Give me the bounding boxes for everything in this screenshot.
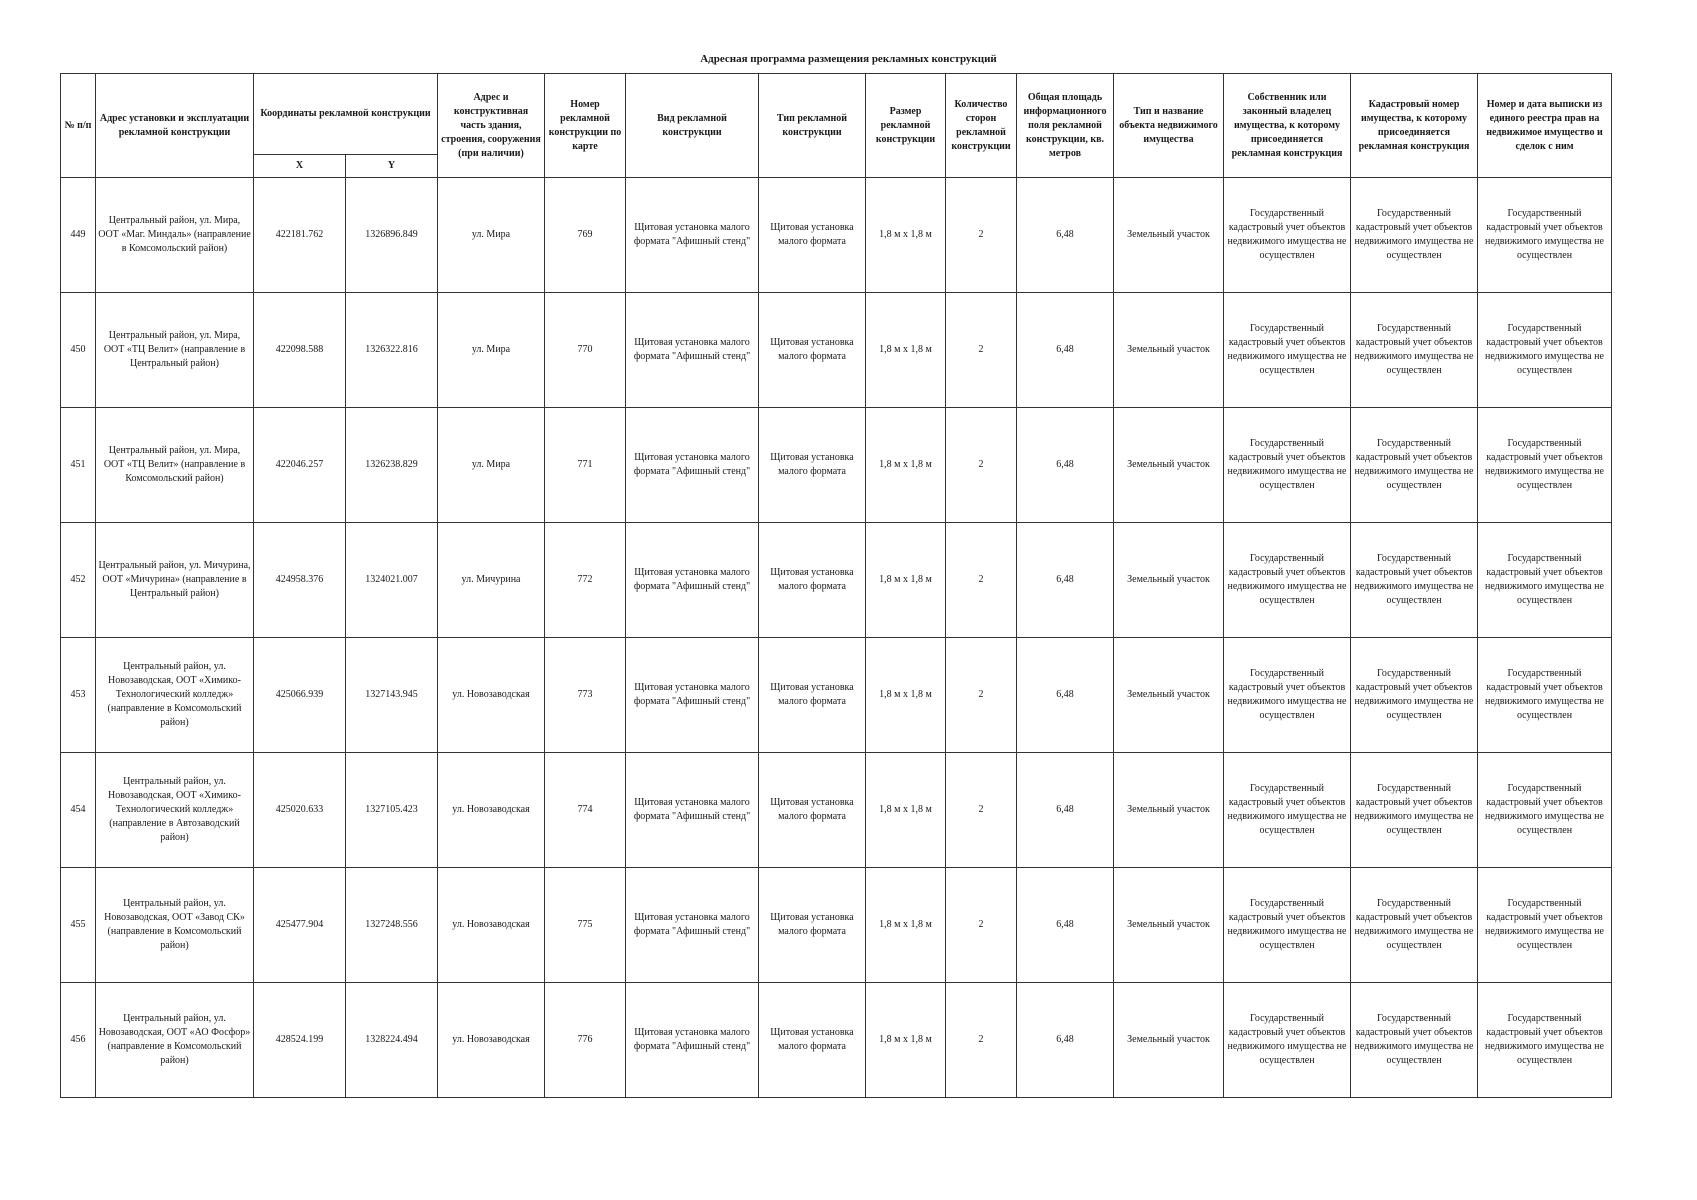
cell-area: 6,48 [1017,293,1114,408]
cell-address: Центральный район, ул. Мира, ООТ «ТЦ Велит» (направление в Центральный район) [96,293,254,408]
header-owner: Собственник или законный владелец имущества, к которому присоединяется рекламная конструкция [1224,74,1351,178]
cell-kind: Щитовая установка малого формата "Афишный стенд" [626,408,759,523]
cell-type: Щитовая установка малого формата [759,523,866,638]
cell-owner: Государственный кадастровый учет объектов недвижимого имущества не осуществлен [1224,983,1351,1098]
cell-registry: Государственный кадастровый учет объектов недвижимого имущества не осуществлен [1478,868,1612,983]
cell-address: Центральный район, ул. Новозаводская, ООТ «Химико-Технологический колледж» (направление в Автозаводский район) [96,753,254,868]
cell-type: Щитовая установка малого формата [759,638,866,753]
cell-map-number: 773 [545,638,626,753]
cell-area: 6,48 [1017,638,1114,753]
header-area: Общая площадь информационного поля рекламной конструкции, кв. метров [1017,74,1114,178]
cell-x: 425477.904 [254,868,346,983]
cell-sides: 2 [946,523,1017,638]
cell-owner: Государственный кадастровый учет объектов недвижимого имущества не осуществлен [1224,753,1351,868]
cell-registry: Государственный кадастровый учет объектов недвижимого имущества не осуществлен [1478,523,1612,638]
cell-building: ул. Мира [438,178,545,293]
cell-size: 1,8 м х 1,8 м [866,753,946,868]
cell-cadastral: Государственный кадастровый учет объектов недвижимого имущества не осуществлен [1351,983,1478,1098]
table-row [61,868,1612,983]
cell-map-number: 776 [545,983,626,1098]
cell-building: ул. Мира [438,293,545,408]
cell-sides: 2 [946,178,1017,293]
page-title: Адресная программа размещения рекламных конструкций [700,53,997,65]
table-row [61,753,1612,868]
cell-area: 6,48 [1017,868,1114,983]
header-building-address: Адрес и конструктивная часть здания, строения, сооружения (при наличии) [438,74,545,178]
header-x: X [254,155,346,178]
cell-type: Щитовая установка малого формата [759,408,866,523]
cell-kind: Щитовая установка малого формата "Афишный стенд" [626,178,759,293]
cell-sides: 2 [946,753,1017,868]
cell-x: 422046.257 [254,408,346,523]
cell-area: 6,48 [1017,983,1114,1098]
header-property: Тип и название объекта недвижимого имущества [1114,74,1224,178]
cell-cadastral: Государственный кадастровый учет объектов недвижимого имущества не осуществлен [1351,293,1478,408]
cell-num: 452 [61,523,96,638]
cell-kind: Щитовая установка малого формата "Афишный стенд" [626,753,759,868]
cell-area: 6,48 [1017,753,1114,868]
cell-x: 425020.633 [254,753,346,868]
cell-registry: Государственный кадастровый учет объектов недвижимого имущества не осуществлен [1478,293,1612,408]
cell-kind: Щитовая установка малого формата "Афишный стенд" [626,293,759,408]
table-row [61,293,1612,408]
cell-property: Земельный участок [1114,868,1224,983]
cell-type: Щитовая установка малого формата [759,983,866,1098]
cell-owner: Государственный кадастровый учет объектов недвижимого имущества не осуществлен [1224,408,1351,523]
cell-x: 422181.762 [254,178,346,293]
cell-building: ул. Новозаводская [438,868,545,983]
cell-num: 454 [61,753,96,868]
cell-building: ул. Новозаводская [438,638,545,753]
header-type: Тип рекламной конструкции [759,74,866,178]
cell-owner: Государственный кадастровый учет объектов недвижимого имущества не осуществлен [1224,638,1351,753]
cell-map-number: 772 [545,523,626,638]
cell-address: Центральный район, ул. Мичурина, ООТ «Мичурина» (направление в Центральный район) [96,523,254,638]
cell-num: 449 [61,178,96,293]
cell-y: 1326238.829 [346,408,438,523]
cell-x: 422098.588 [254,293,346,408]
cell-area: 6,48 [1017,408,1114,523]
cell-y: 1328224.494 [346,983,438,1098]
cell-property: Земельный участок [1114,753,1224,868]
cell-map-number: 775 [545,868,626,983]
cell-y: 1327248.556 [346,868,438,983]
cell-map-number: 774 [545,753,626,868]
table-row [61,178,1612,293]
cell-size: 1,8 м х 1,8 м [866,178,946,293]
header-y: Y [346,155,438,178]
cell-registry: Государственный кадастровый учет объектов недвижимого имущества не осуществлен [1478,983,1612,1098]
cell-cadastral: Государственный кадастровый учет объектов недвижимого имущества не осуществлен [1351,638,1478,753]
cell-cadastral: Государственный кадастровый учет объектов недвижимого имущества не осуществлен [1351,408,1478,523]
cell-x: 428524.199 [254,983,346,1098]
cell-sides: 2 [946,638,1017,753]
cell-num: 450 [61,293,96,408]
cell-address: Центральный район, ул. Новозаводская, ООТ «Завод СК» (направление в Комсомольский район) [96,868,254,983]
cell-x: 425066.939 [254,638,346,753]
cell-kind: Щитовая установка малого формата "Афишный стенд" [626,523,759,638]
cell-size: 1,8 м х 1,8 м [866,868,946,983]
header-sides: Количество сторон рекламной конструкции [946,74,1017,178]
cell-kind: Щитовая установка малого формата "Афишный стенд" [626,868,759,983]
cell-size: 1,8 м х 1,8 м [866,293,946,408]
cell-sides: 2 [946,868,1017,983]
cell-address: Центральный район, ул. Мира, ООТ «ТЦ Велит» (направление в Комсомольский район) [96,408,254,523]
cell-registry: Государственный кадастровый учет объектов недвижимого имущества не осуществлен [1478,408,1612,523]
table-row [61,523,1612,638]
cell-owner: Государственный кадастровый учет объектов недвижимого имущества не осуществлен [1224,868,1351,983]
cell-type: Щитовая установка малого формата [759,178,866,293]
advertising-table [60,73,1612,1098]
cell-registry: Государственный кадастровый учет объектов недвижимого имущества не осуществлен [1478,638,1612,753]
cell-num: 455 [61,868,96,983]
cell-cadastral: Государственный кадастровый учет объектов недвижимого имущества не осуществлен [1351,868,1478,983]
cell-size: 1,8 м х 1,8 м [866,408,946,523]
cell-cadastral: Государственный кадастровый учет объектов недвижимого имущества не осуществлен [1351,178,1478,293]
cell-size: 1,8 м х 1,8 м [866,983,946,1098]
header-registry: Номер и дата выписки из единого реестра прав на недвижимое имущество и сделок с ним [1478,74,1612,178]
cell-area: 6,48 [1017,523,1114,638]
table-row [61,408,1612,523]
header-num: № п/п [61,74,96,178]
cell-registry: Государственный кадастровый учет объектов недвижимого имущества не осуществлен [1478,753,1612,868]
cell-cadastral: Государственный кадастровый учет объектов недвижимого имущества не осуществлен [1351,753,1478,868]
cell-sides: 2 [946,983,1017,1098]
cell-area: 6,48 [1017,178,1114,293]
cell-type: Щитовая установка малого формата [759,753,866,868]
cell-type: Щитовая установка малого формата [759,868,866,983]
cell-map-number: 770 [545,293,626,408]
cell-kind: Щитовая установка малого формата "Афишный стенд" [626,638,759,753]
cell-size: 1,8 м х 1,8 м [866,523,946,638]
header-cadastral: Кадастровый номер имущества, к которому присоединяется рекламная конструкция [1351,74,1478,178]
cell-y: 1326896.849 [346,178,438,293]
cell-owner: Государственный кадастровый учет объектов недвижимого имущества не осуществлен [1224,523,1351,638]
cell-owner: Государственный кадастровый учет объектов недвижимого имущества не осуществлен [1224,178,1351,293]
cell-address: Центральный район, ул. Новозаводская, ООТ «Химико-Технологический колледж» (направление в Комсомольский район) [96,638,254,753]
header-row [61,74,1612,155]
cell-num: 453 [61,638,96,753]
cell-map-number: 771 [545,408,626,523]
cell-x: 424958.376 [254,523,346,638]
cell-registry: Государственный кадастровый учет объектов недвижимого имущества не осуществлен [1478,178,1612,293]
table-row [61,983,1612,1098]
cell-property: Земельный участок [1114,983,1224,1098]
cell-building: ул. Мичурина [438,523,545,638]
table-row [61,638,1612,753]
cell-type: Щитовая установка малого формата [759,293,866,408]
cell-property: Земельный участок [1114,293,1224,408]
header-address: Адрес установки и эксплуатации рекламной конструкции [96,74,254,178]
cell-building: ул. Мира [438,408,545,523]
cell-y: 1327143.945 [346,638,438,753]
cell-property: Земельный участок [1114,408,1224,523]
cell-property: Земельный участок [1114,178,1224,293]
cell-sides: 2 [946,293,1017,408]
header-map-number: Номер рекламной конструкции по карте [545,74,626,178]
cell-property: Земельный участок [1114,638,1224,753]
cell-kind: Щитовая установка малого формата "Афишный стенд" [626,983,759,1098]
cell-map-number: 769 [545,178,626,293]
cell-size: 1,8 м х 1,8 м [866,638,946,753]
cell-owner: Государственный кадастровый учет объектов недвижимого имущества не осуществлен [1224,293,1351,408]
cell-y: 1326322.816 [346,293,438,408]
cell-building: ул. Новозаводская [438,983,545,1098]
cell-building: ул. Новозаводская [438,753,545,868]
cell-cadastral: Государственный кадастровый учет объектов недвижимого имущества не осуществлен [1351,523,1478,638]
cell-address: Центральный район, ул. Мира, ООТ «Маг. Миндаль» (направление в Комсомольский район) [96,178,254,293]
cell-address: Центральный район, ул. Новозаводская, ООТ «АО Фосфор» (направление в Комсомольский район) [96,983,254,1098]
cell-y: 1324021.007 [346,523,438,638]
cell-sides: 2 [946,408,1017,523]
cell-num: 456 [61,983,96,1098]
cell-num: 451 [61,408,96,523]
header-kind: Вид рекламной конструкции [626,74,759,178]
header-size: Размер рекламной конструкции [866,74,946,178]
header-coordinates: Координаты рекламной конструкции [254,74,438,155]
cell-y: 1327105.423 [346,753,438,868]
cell-property: Земельный участок [1114,523,1224,638]
